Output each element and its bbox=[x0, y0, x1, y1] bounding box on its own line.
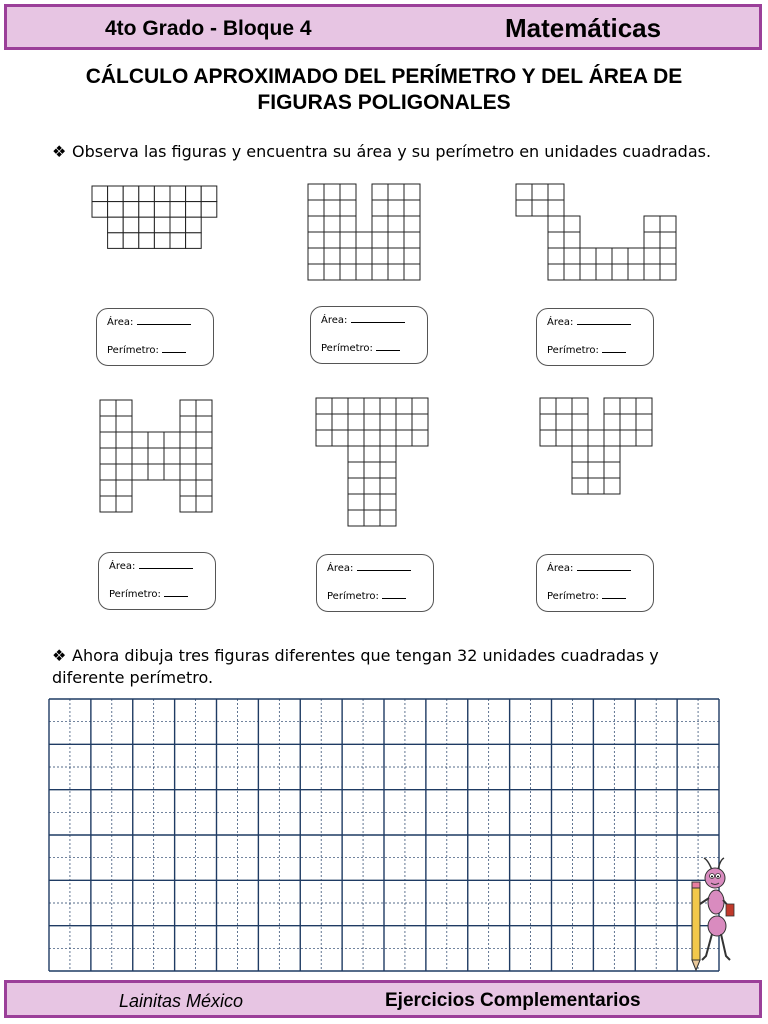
subject-label: Matemáticas bbox=[505, 13, 662, 43]
grid-cell bbox=[154, 233, 170, 249]
grid-cell bbox=[548, 216, 564, 232]
area-label: Área: bbox=[321, 315, 348, 326]
grid-cell bbox=[556, 430, 572, 446]
grid-cell bbox=[532, 184, 548, 200]
grid-cell bbox=[404, 232, 420, 248]
area-answer-field[interactable] bbox=[351, 322, 405, 323]
grid-cell bbox=[108, 233, 124, 249]
grid-cell bbox=[340, 232, 356, 248]
grid-cell bbox=[324, 248, 340, 264]
grid-cell bbox=[364, 430, 380, 446]
grid-cell bbox=[364, 398, 380, 414]
grid-cell bbox=[580, 264, 596, 280]
grid-cell bbox=[396, 398, 412, 414]
grid-cell bbox=[364, 446, 380, 462]
grid-cell bbox=[636, 414, 652, 430]
grid-cell bbox=[540, 414, 556, 430]
grid-cell bbox=[324, 232, 340, 248]
grid-cell bbox=[148, 448, 164, 464]
perimeter-answer-field[interactable] bbox=[376, 350, 400, 351]
grid-cell bbox=[348, 510, 364, 526]
answer-box-5 bbox=[316, 554, 434, 612]
grid-cell bbox=[340, 200, 356, 216]
answer-box-1 bbox=[96, 308, 214, 366]
grid-cell bbox=[186, 233, 202, 249]
grid-cell bbox=[332, 398, 348, 414]
grid-cell bbox=[186, 202, 202, 218]
grid-cell bbox=[170, 217, 186, 233]
grid-cell bbox=[139, 202, 155, 218]
grid-cell bbox=[348, 430, 364, 446]
grid-cell bbox=[340, 216, 356, 232]
perimeter-label: Perímetro: bbox=[109, 589, 161, 600]
grid-cell bbox=[548, 232, 564, 248]
grid-cell bbox=[116, 432, 132, 448]
grid-cell bbox=[324, 184, 340, 200]
perimeter-label: Perímetro: bbox=[547, 345, 599, 356]
grid-cell bbox=[564, 264, 580, 280]
page-title-line1: CÁLCULO APROXIMADO DEL PERÍMETRO Y DEL ÁREA DE bbox=[85, 65, 683, 88]
grid-cell bbox=[388, 184, 404, 200]
grid-cell bbox=[580, 248, 596, 264]
grid-cell bbox=[116, 496, 132, 512]
grid-cell bbox=[180, 400, 196, 416]
grid-cell bbox=[170, 186, 186, 202]
area-label: Área: bbox=[109, 561, 136, 572]
answer-box-3 bbox=[536, 308, 654, 366]
grid-cell bbox=[372, 184, 388, 200]
grid-cell bbox=[154, 217, 170, 233]
grid-cell bbox=[116, 480, 132, 496]
grid-cell bbox=[620, 398, 636, 414]
grid-cell bbox=[620, 414, 636, 430]
grid-cell bbox=[644, 232, 660, 248]
grid-cell bbox=[196, 496, 212, 512]
grid-cell bbox=[139, 186, 155, 202]
grid-cell bbox=[201, 202, 217, 218]
grid-cell bbox=[196, 416, 212, 432]
ant-pencil-mascot-icon bbox=[686, 856, 736, 974]
figure-3 bbox=[516, 184, 678, 298]
grid-cell bbox=[412, 430, 428, 446]
grid-cell bbox=[364, 494, 380, 510]
grid-cell bbox=[556, 398, 572, 414]
figure-5 bbox=[316, 398, 432, 546]
grid-cell bbox=[620, 430, 636, 446]
figure-4 bbox=[100, 400, 216, 530]
grid-cell bbox=[116, 448, 132, 464]
page-title-line2: FIGURAS POLIGONALES bbox=[257, 91, 511, 114]
grid-cell bbox=[348, 398, 364, 414]
area-label: Área: bbox=[327, 563, 354, 574]
grid-cell bbox=[364, 414, 380, 430]
grid-cell bbox=[564, 248, 580, 264]
perimeter-label: Perímetro: bbox=[107, 345, 159, 356]
grid-cell bbox=[388, 248, 404, 264]
figure-1 bbox=[92, 186, 222, 266]
drawing-grid[interactable] bbox=[48, 698, 720, 972]
grid-cell bbox=[588, 462, 604, 478]
grid-cell bbox=[364, 478, 380, 494]
grid-cell bbox=[139, 233, 155, 249]
grid-cell bbox=[340, 184, 356, 200]
grid-cell bbox=[380, 414, 396, 430]
grid-cell bbox=[196, 464, 212, 480]
perimeter-answer-field[interactable] bbox=[164, 596, 188, 597]
grid-cell bbox=[572, 414, 588, 430]
bullet-icon: ❖ bbox=[52, 142, 67, 161]
area-answer-field[interactable] bbox=[577, 324, 631, 325]
grid-cell bbox=[356, 248, 372, 264]
grid-cell bbox=[316, 398, 332, 414]
grid-cell bbox=[660, 232, 676, 248]
grid-cell bbox=[396, 430, 412, 446]
grid-cell bbox=[548, 264, 564, 280]
grid-cell bbox=[588, 478, 604, 494]
grid-cell bbox=[388, 232, 404, 248]
grid-cell bbox=[380, 478, 396, 494]
area-answer-field[interactable] bbox=[357, 570, 411, 571]
grid-cell bbox=[100, 432, 116, 448]
grid-cell bbox=[604, 414, 620, 430]
grid-cell bbox=[364, 462, 380, 478]
grid-cell bbox=[660, 248, 676, 264]
grid-cell bbox=[572, 478, 588, 494]
footer-band bbox=[4, 980, 762, 1018]
instruction-2-text: Ahora dibuja tres figuras diferentes que tengan 32 unidades cuadradas y diferente perímetro. bbox=[52, 646, 659, 687]
area-answer-field[interactable] bbox=[137, 324, 191, 325]
grid-cell bbox=[660, 216, 676, 232]
grid-cell bbox=[316, 414, 332, 430]
grid-cell bbox=[308, 216, 324, 232]
grid-cell bbox=[604, 398, 620, 414]
grid-cell bbox=[388, 216, 404, 232]
instruction-1-text: Observa las figuras y encuentra su área y su perímetro en unidades cuadradas. bbox=[72, 142, 712, 161]
perimeter-answer-field[interactable] bbox=[382, 598, 406, 599]
footer-series: Ejercicios Complementarios bbox=[385, 990, 641, 1011]
footer-author: Lainitas México bbox=[119, 991, 244, 1011]
grid-cell bbox=[572, 430, 588, 446]
perimeter-answer-field[interactable] bbox=[602, 352, 626, 353]
grid-cell bbox=[180, 432, 196, 448]
grid-cell bbox=[636, 398, 652, 414]
grid-cell bbox=[372, 248, 388, 264]
grid-cell bbox=[556, 414, 572, 430]
grid-cell bbox=[92, 202, 108, 218]
grid-cell bbox=[348, 478, 364, 494]
grid-cell bbox=[164, 432, 180, 448]
grid-cell bbox=[108, 186, 124, 202]
grid-cell bbox=[364, 510, 380, 526]
grid-cell bbox=[170, 233, 186, 249]
grid-cell bbox=[116, 400, 132, 416]
grid-cell bbox=[404, 264, 420, 280]
grid-cell bbox=[356, 264, 372, 280]
grid-cell bbox=[596, 248, 612, 264]
grid-cell bbox=[372, 200, 388, 216]
grid-cell bbox=[380, 430, 396, 446]
area-label: Área: bbox=[107, 317, 134, 328]
grid-cell bbox=[644, 248, 660, 264]
grid-cell bbox=[372, 264, 388, 280]
grid-cell bbox=[123, 233, 139, 249]
grid-cell bbox=[340, 264, 356, 280]
grid-cell bbox=[332, 414, 348, 430]
grid-cell bbox=[348, 446, 364, 462]
grid-cell bbox=[596, 264, 612, 280]
grid-cell bbox=[324, 200, 340, 216]
area-answer-field[interactable] bbox=[577, 570, 631, 571]
grid-cell bbox=[180, 480, 196, 496]
grid-cell bbox=[388, 264, 404, 280]
grid-cell bbox=[196, 400, 212, 416]
grid-cell bbox=[180, 464, 196, 480]
grid-cell bbox=[564, 232, 580, 248]
grid-cell bbox=[116, 416, 132, 432]
grid-cell bbox=[404, 216, 420, 232]
figure-6 bbox=[540, 398, 656, 500]
grid-cell bbox=[148, 432, 164, 448]
grid-cell bbox=[356, 232, 372, 248]
grid-cell bbox=[404, 200, 420, 216]
grid-cell bbox=[636, 430, 652, 446]
grid-cell bbox=[516, 184, 532, 200]
grade-label: 4to Grado - Bloque 4 bbox=[105, 17, 312, 40]
grid-cell bbox=[308, 184, 324, 200]
grid-cell bbox=[100, 400, 116, 416]
grid-cell bbox=[388, 200, 404, 216]
grid-cell bbox=[132, 448, 148, 464]
grid-cell bbox=[540, 398, 556, 414]
grid-cell bbox=[380, 462, 396, 478]
grid-cell bbox=[308, 248, 324, 264]
grid-cell bbox=[164, 448, 180, 464]
bullet-icon: ❖ bbox=[52, 646, 67, 665]
grid-cell bbox=[116, 464, 132, 480]
grid-cell bbox=[396, 414, 412, 430]
perimeter-answer-field[interactable] bbox=[602, 598, 626, 599]
grid-cell bbox=[348, 414, 364, 430]
perimeter-answer-field[interactable] bbox=[162, 352, 186, 353]
grid-cell bbox=[380, 510, 396, 526]
grid-cell bbox=[380, 398, 396, 414]
grid-cell bbox=[148, 464, 164, 480]
grid-cell bbox=[324, 264, 340, 280]
grid-cell bbox=[380, 494, 396, 510]
grid-cell bbox=[404, 184, 420, 200]
grid-cell bbox=[604, 462, 620, 478]
grid-cell bbox=[100, 464, 116, 480]
grid-cell bbox=[548, 200, 564, 216]
grid-cell bbox=[548, 184, 564, 200]
grid-cell bbox=[412, 398, 428, 414]
grid-cell bbox=[100, 480, 116, 496]
area-answer-field[interactable] bbox=[139, 568, 193, 569]
grid-cell bbox=[644, 216, 660, 232]
grid-cell bbox=[196, 448, 212, 464]
grid-cell bbox=[660, 264, 676, 280]
grid-cell bbox=[170, 202, 186, 218]
grid-cell bbox=[196, 432, 212, 448]
grid-cell bbox=[612, 248, 628, 264]
grid-cell bbox=[572, 398, 588, 414]
grid-cell bbox=[123, 186, 139, 202]
grid-cell bbox=[548, 248, 564, 264]
grid-cell bbox=[340, 248, 356, 264]
grid-cell bbox=[308, 200, 324, 216]
area-label: Área: bbox=[547, 563, 574, 574]
area-label: Área: bbox=[547, 317, 574, 328]
answer-box-4 bbox=[98, 552, 216, 610]
grid-cell bbox=[180, 496, 196, 512]
perimeter-label: Perímetro: bbox=[327, 591, 379, 602]
grid-cell bbox=[604, 478, 620, 494]
grid-cell bbox=[588, 446, 604, 462]
grid-cell bbox=[201, 186, 217, 202]
grid-cell bbox=[572, 446, 588, 462]
grid-cell bbox=[316, 430, 332, 446]
grid-cell bbox=[516, 200, 532, 216]
grid-cell bbox=[154, 186, 170, 202]
grid-cell bbox=[154, 202, 170, 218]
perimeter-label: Perímetro: bbox=[321, 343, 373, 354]
grid-cell bbox=[588, 430, 604, 446]
grid-cell bbox=[348, 462, 364, 478]
grid-cell bbox=[372, 232, 388, 248]
figure-2 bbox=[308, 184, 424, 298]
answer-box-2 bbox=[310, 306, 428, 364]
grid-cell bbox=[348, 494, 364, 510]
grid-cell bbox=[123, 217, 139, 233]
grid-cell bbox=[572, 462, 588, 478]
grid-cell bbox=[628, 264, 644, 280]
instruction-2 bbox=[52, 645, 732, 689]
grid-cell bbox=[404, 248, 420, 264]
grid-cell bbox=[308, 232, 324, 248]
grid-cell bbox=[100, 416, 116, 432]
instruction-1 bbox=[52, 142, 711, 161]
grid-cell bbox=[180, 416, 196, 432]
grid-cell bbox=[100, 448, 116, 464]
grid-cell bbox=[644, 264, 660, 280]
grid-cell bbox=[412, 414, 428, 430]
grid-cell bbox=[540, 430, 556, 446]
grid-cell bbox=[108, 202, 124, 218]
grid-cell bbox=[132, 432, 148, 448]
perimeter-label: Perímetro: bbox=[547, 591, 599, 602]
grid-cell bbox=[123, 202, 139, 218]
grid-cell bbox=[628, 248, 644, 264]
grid-cell bbox=[180, 448, 196, 464]
header-band bbox=[4, 4, 762, 50]
grid-cell bbox=[372, 216, 388, 232]
grid-cell bbox=[604, 446, 620, 462]
grid-cell bbox=[380, 446, 396, 462]
grid-cell bbox=[332, 430, 348, 446]
grid-cell bbox=[100, 496, 116, 512]
grid-cell bbox=[132, 464, 148, 480]
grid-cell bbox=[139, 217, 155, 233]
grid-cell bbox=[532, 200, 548, 216]
grid-cell bbox=[324, 216, 340, 232]
grid-cell bbox=[92, 186, 108, 202]
grid-cell bbox=[564, 216, 580, 232]
grid-cell bbox=[186, 217, 202, 233]
grid-cell bbox=[164, 464, 180, 480]
grid-cell bbox=[108, 217, 124, 233]
grid-cell bbox=[186, 186, 202, 202]
grid-cell bbox=[308, 264, 324, 280]
answer-box-6 bbox=[536, 554, 654, 612]
grid-cell bbox=[604, 430, 620, 446]
grid-cell bbox=[612, 264, 628, 280]
grid-cell bbox=[196, 480, 212, 496]
